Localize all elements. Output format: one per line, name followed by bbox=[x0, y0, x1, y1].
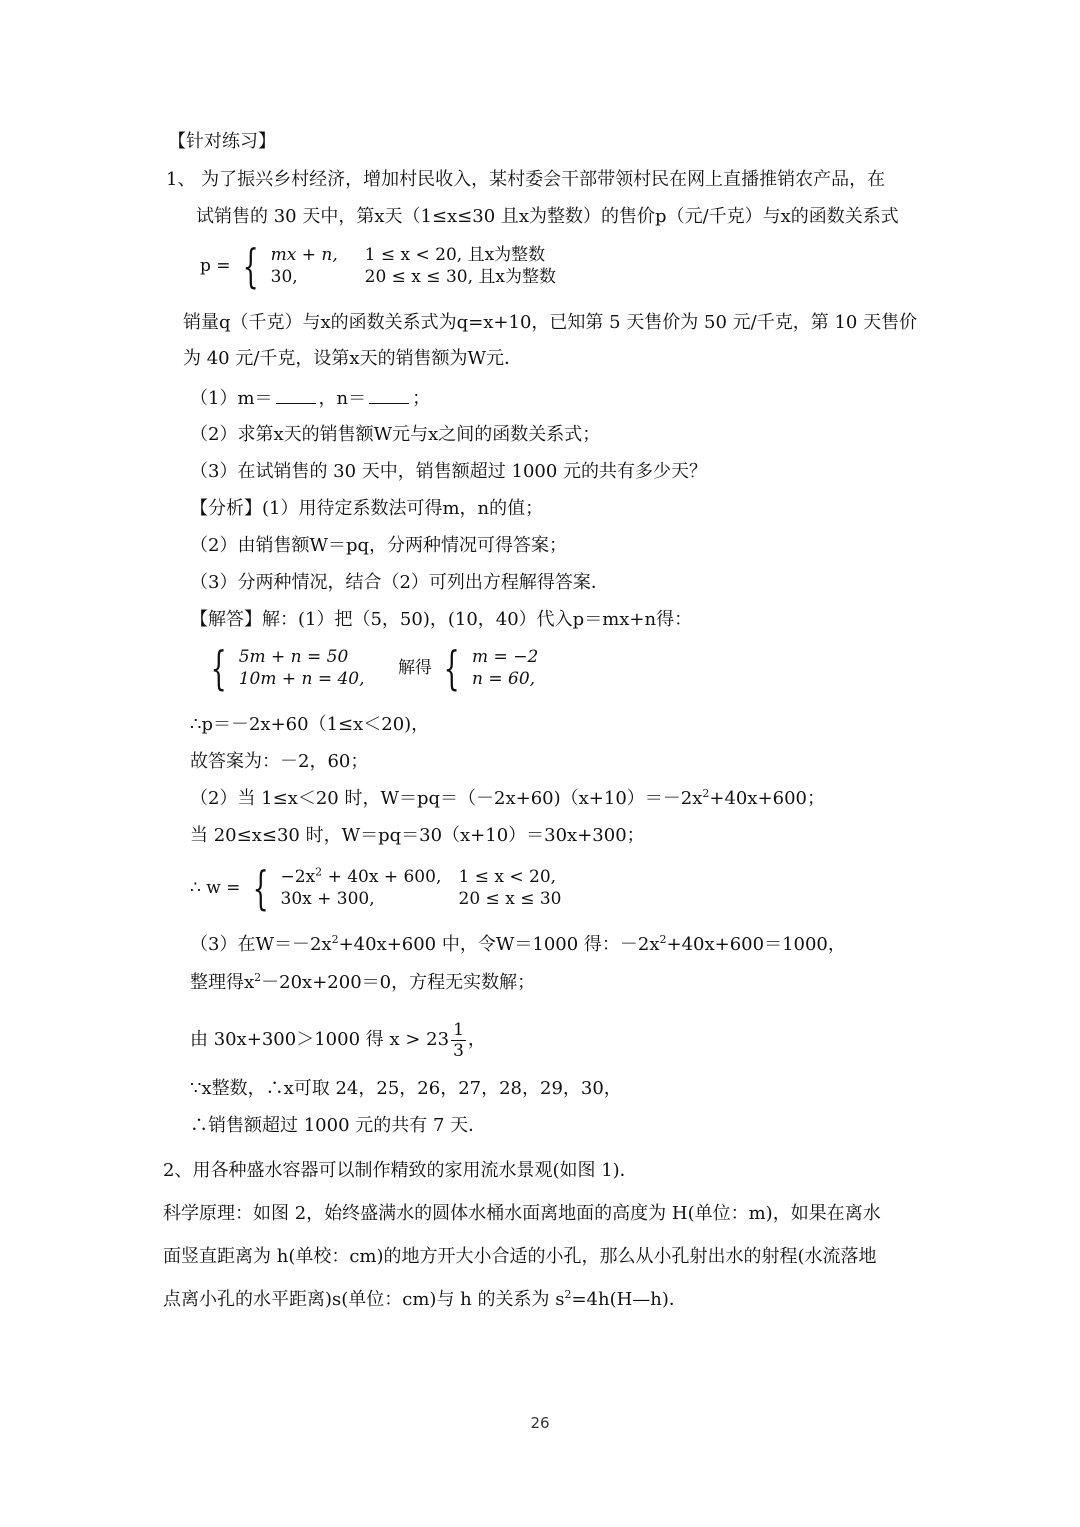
solution-9: ∵x整数，∴x可取 24，25，26，27，28，29，30， bbox=[190, 1078, 622, 1099]
solution-6 bbox=[190, 933, 846, 957]
so8-a: 由 30x+300＞1000 得 bbox=[190, 1029, 384, 1050]
left-brace: { bbox=[252, 861, 269, 915]
q2-line-3: 面竖直距离为 h(单校：cm)的地方开大小合适的小孔，那么从小孔射出水的射程(水流落地 bbox=[163, 1246, 877, 1267]
w-row1-cond: 1 ≤ x < 20, bbox=[458, 867, 557, 887]
eq1-row2: 10m + n = 40, bbox=[238, 669, 365, 689]
so6-c: +40x+600＝1000， bbox=[666, 934, 846, 955]
so4-b: +40x+600； bbox=[709, 788, 825, 809]
solution-1: 【解答】解：(1）把（5，50)，(10，40）代入p＝mx+n得： bbox=[190, 609, 693, 630]
fraction-numerator: 1 bbox=[453, 1019, 464, 1040]
solution-4 bbox=[190, 787, 825, 811]
q1-line-3: 销量q（千克）与x的函数关系式为q=x+10，已知第 5 天售价为 50 元/千克，第 10 天售价 bbox=[183, 312, 918, 333]
w-row1-b: + 40x + 600, bbox=[322, 867, 442, 887]
p-lhs: p = bbox=[200, 256, 231, 276]
solution-7 bbox=[190, 971, 535, 995]
q2-line-1: 2、用各种盛水容器可以制作精致的家用流水景观(如图 1)． bbox=[163, 1160, 638, 1181]
so7-a: 整理得x bbox=[190, 972, 255, 993]
solution-2: ∴p＝－2x+60（1≤x＜20)， bbox=[190, 714, 430, 735]
q1-sub-2: （2）求第x天的销售额W元与x之间的函数关系式； bbox=[190, 424, 601, 445]
left-brace: { bbox=[242, 239, 259, 293]
piecewise-p bbox=[200, 239, 556, 293]
page-number: 26 bbox=[530, 1414, 550, 1432]
so6-b: +40x+600 中，令W＝1000 得：－2x bbox=[338, 934, 660, 955]
solution-5: 当 20≤x≤30 时，W＝pq＝30（x+10）＝30x+300； bbox=[190, 825, 645, 846]
q2-line-4 bbox=[163, 1288, 687, 1312]
w-row1-sup: 2 bbox=[315, 865, 323, 879]
q1-line-4: 为 40 元/千克，设第x天的销售额为W元． bbox=[183, 348, 523, 369]
p-row2-cond: 20 ≤ x ≤ 30, 且x为整数 bbox=[364, 267, 556, 287]
left-brace: { bbox=[443, 641, 461, 695]
q1-sub-3: （3）在试销售的 30 天中，销售额超过 1000 元的共有多少天？ bbox=[190, 461, 708, 482]
so6-sup1: 2 bbox=[331, 933, 339, 946]
so6-a: （3）在W＝－2x bbox=[190, 934, 332, 955]
q2-line-2: 科学原理：如图 2，始终盛满水的圆体水桶水面离地面的高度为 H(单位：m)，如果在离水 bbox=[163, 1203, 881, 1224]
so7-sup: 2 bbox=[254, 971, 262, 984]
q2-l4-a: 点离小孔的水平距离)s(单位：cm)与 h 的关系为 s bbox=[163, 1289, 565, 1310]
equation-system bbox=[204, 641, 539, 695]
w-row1-a: −2x bbox=[280, 867, 316, 887]
solution-10: ∴销售额超过 1000 元的共有 7 天． bbox=[190, 1115, 487, 1136]
so7-b: －20x+200＝0，方程无实数解； bbox=[261, 972, 536, 993]
analysis-1: 【分析】(1）用待定系数法可得m，n的值； bbox=[190, 498, 544, 519]
analysis-3: （3）分两种情况，结合（2）可列出方程解得答案． bbox=[190, 572, 609, 593]
fraction-denominator: 3 bbox=[453, 1040, 464, 1061]
solution-8 bbox=[190, 1018, 486, 1062]
sub1-m: （1）m＝ bbox=[190, 388, 273, 409]
left-brace: { bbox=[210, 641, 227, 695]
eq1-row1: 5m + n = 50 bbox=[238, 647, 349, 667]
blank-m[interactable] bbox=[276, 385, 316, 404]
p-row1-expr: mx + n, bbox=[270, 245, 338, 265]
so6-sup2: 2 bbox=[659, 933, 667, 946]
eq2-row1: m = −2 bbox=[472, 647, 539, 667]
q2-l4-sup: 2 bbox=[564, 1288, 572, 1301]
sub1-n: ，n＝ bbox=[318, 388, 367, 409]
fraction-one-third bbox=[451, 1020, 466, 1061]
heading: 【针对练习】 bbox=[168, 131, 276, 152]
piecewise-w bbox=[190, 861, 562, 915]
so8-b: x > 23 bbox=[389, 1029, 450, 1050]
solve-label: 解得 bbox=[397, 658, 432, 678]
so4-sup: 2 bbox=[702, 787, 710, 800]
p-row2-expr: 30, bbox=[270, 267, 298, 287]
blank-n[interactable] bbox=[369, 385, 409, 404]
w-lhs: ∴ w = bbox=[190, 878, 241, 898]
so8-c: ， bbox=[467, 1029, 486, 1050]
eq2-row2: n = 60, bbox=[472, 669, 536, 689]
w-row2-cond: 20 ≤ x ≤ 30 bbox=[458, 889, 562, 909]
q1-line-1: 1、 为了振兴乡村经济，增加村民收入，某村委会干部带领村民在网上直播推销农产品，在 bbox=[166, 169, 886, 190]
p-row1-cond: 1 ≤ x < 20, 且x为整数 bbox=[364, 245, 546, 265]
solution-3: 故答案为：－2，60； bbox=[190, 751, 369, 772]
analysis-2: （2）由销售额W＝pq，分两种情况可得答案； bbox=[190, 535, 567, 556]
q1-line-2: 试销售的 30 天中，第x天（1≤x≤30 且x为整数）的售价p（元/千克）与x的函数关系式 bbox=[196, 206, 899, 227]
sub1-end: ； bbox=[412, 388, 431, 409]
q2-l4-b: =4h(H—h)． bbox=[571, 1289, 687, 1310]
w-row2-expr: 30x + 300, bbox=[280, 889, 375, 909]
q1-sub-1 bbox=[190, 385, 430, 411]
so4-a: （2）当 1≤x＜20 时，W＝pq＝（－2x+60)（x+10）＝－2x bbox=[190, 788, 703, 809]
